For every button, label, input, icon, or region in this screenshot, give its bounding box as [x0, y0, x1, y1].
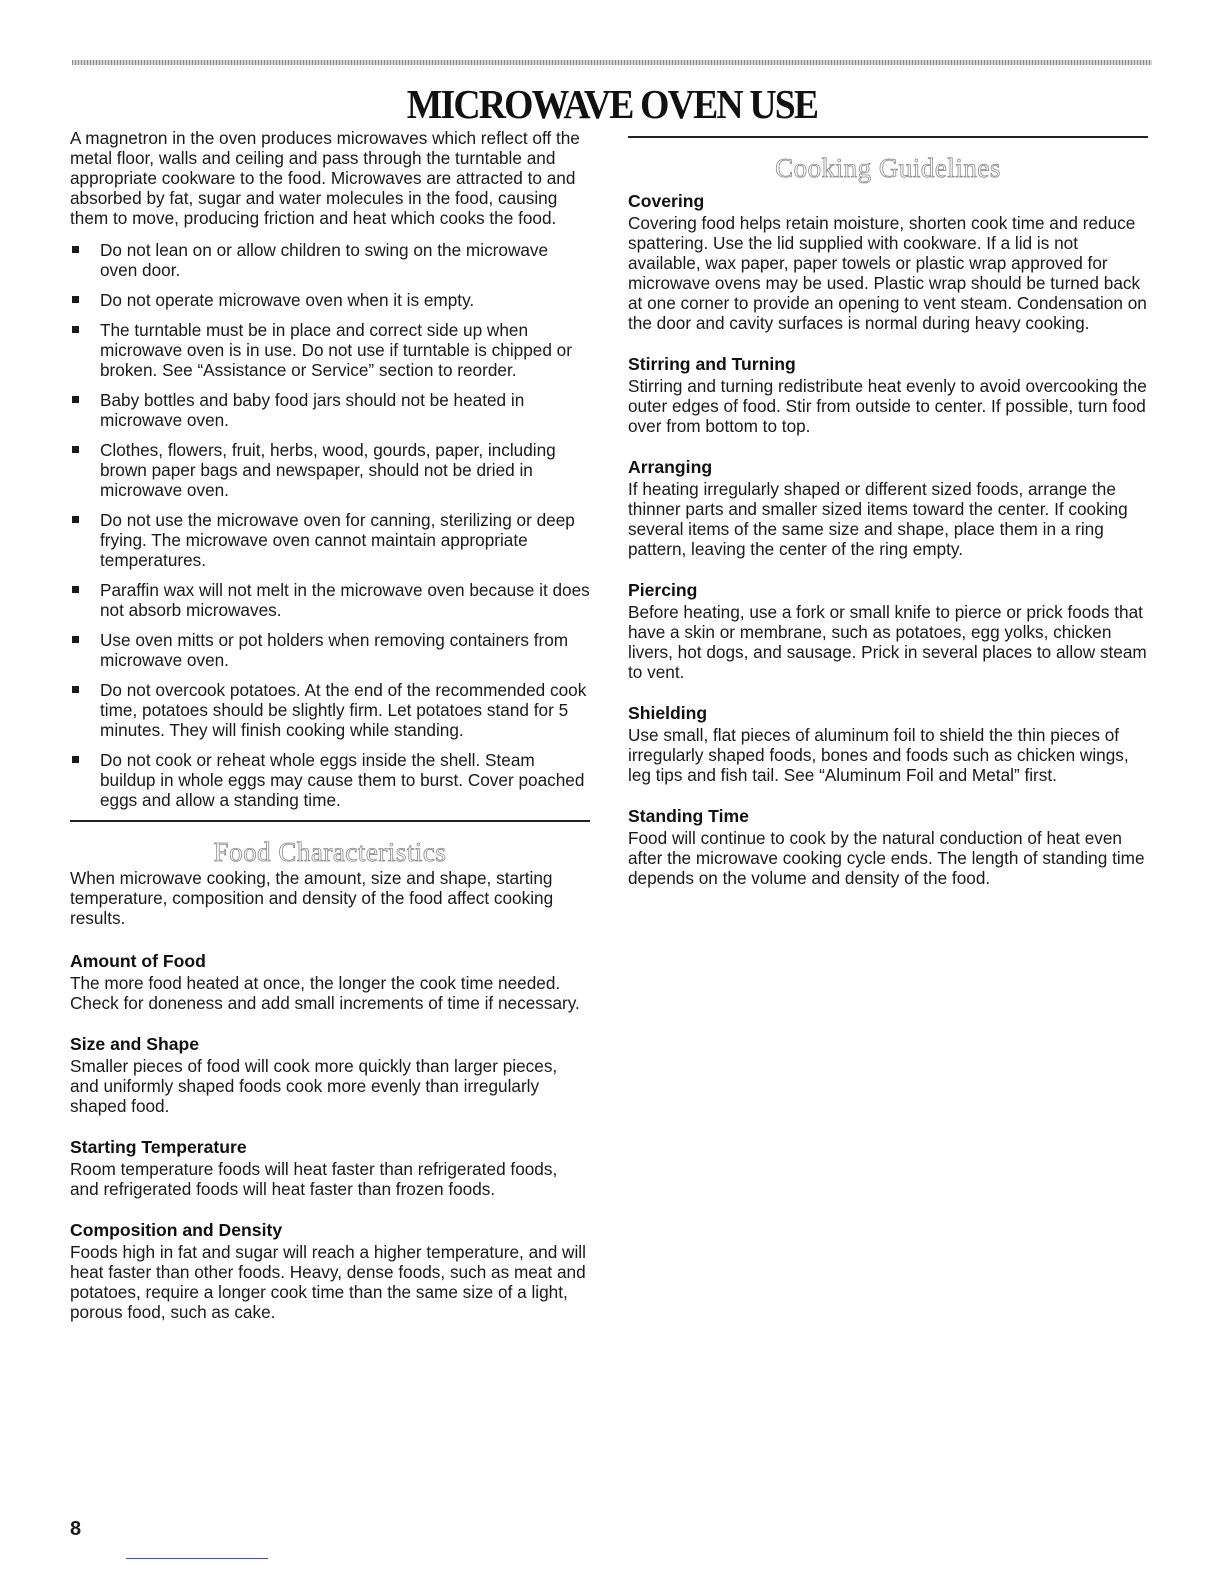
list-item: Do not operate microwave oven when it is empty.	[70, 290, 590, 310]
page-number: 8	[70, 1518, 82, 1540]
composition-and-density-section	[70, 1219, 590, 1322]
list-item: Do not cook or reheat whole eggs inside the shell. Steam buildup in whole eggs may cause them to burst. Cover poached eggs and allow a standing time.	[70, 750, 590, 810]
section-text: Use small, flat pieces of aluminum foil to shield the thin pieces of irregularly shaped foods, bones and foods such as chicken wings, leg tips and fish tail. See “Aluminum Foil and Metal” first.	[628, 725, 1129, 785]
section-subheading: Shielding	[628, 703, 708, 723]
right-column	[628, 136, 1148, 908]
top-decorative-rule	[72, 60, 1152, 65]
amount-of-food-section	[70, 950, 590, 1013]
section-subheading: Piercing	[628, 580, 698, 600]
food-intro-paragraph: When microwave cooking, the amount, size and shape, starting temperature, composition and density of the food affect cooking results.	[70, 868, 554, 928]
section-divider	[70, 820, 590, 822]
section-text: The more food heated at once, the longer the cook time needed. Check for doneness and add small increments of time if necessary.	[70, 973, 580, 1013]
section-divider	[628, 136, 1148, 138]
shielding-section	[628, 702, 1148, 785]
covering-section	[628, 190, 1148, 333]
section-text: Food will continue to cook by the natural conduction of heat even after the microwave cooking cycle ends. The length of standing time depends on the volume and density of the food.	[628, 828, 1145, 888]
list-item: Do not lean on or allow children to swing on the microwave oven door.	[70, 240, 590, 280]
section-text: Stirring and turning redistribute heat evenly to avoid overcooking the outer edges of food. Stir from outside to center. If possible, turn food over from bottom to top.	[628, 376, 1147, 436]
stirring-and-turning-section	[628, 353, 1148, 436]
size-and-shape-section	[70, 1033, 590, 1116]
starting-temperature-section	[70, 1136, 590, 1199]
square-bullet-icon	[72, 756, 79, 763]
section-text: Smaller pieces of food will cook more quickly than larger pieces, and uniformly shaped foods cook more evenly than irregularly shaped food.	[70, 1056, 558, 1116]
list-item: Baby bottles and baby food jars should not be heated in microwave oven.	[70, 390, 590, 430]
arranging-section	[628, 456, 1148, 559]
square-bullet-icon	[72, 446, 79, 453]
list-item: Paraffin wax will not melt in the microwave oven because it does not absorb microwaves.	[70, 580, 590, 620]
cooking-guidelines-heading: Cooking Guidelines	[775, 153, 1001, 183]
list-item: Do not use the microwave oven for canning, sterilizing or deep frying. The microwave oven cannot maintain appropriate temperatures.	[70, 510, 590, 570]
section-subheading: Stirring and Turning	[628, 354, 796, 374]
square-bullet-icon	[72, 686, 79, 693]
section-text: Room temperature foods will heat faster than refrigerated foods, and refrigerated foods will heat faster than frozen foods.	[70, 1159, 558, 1199]
section-subheading: Amount of Food	[70, 951, 206, 971]
section-subheading: Arranging	[628, 457, 713, 477]
list-item: The turntable must be in place and correct side up when microwave oven is in use. Do not use if turntable is chipped or broken. See “Assistance or Service” section to reorder.	[70, 320, 590, 380]
list-item: Clothes, flowers, fruit, herbs, wood, gourds, paper, including brown paper bags and newspaper, should not be dried in microwave oven.	[70, 440, 590, 500]
square-bullet-icon	[72, 246, 79, 253]
food-characteristics-heading: Food Characteristics	[213, 837, 447, 867]
list-item: Use oven mitts or pot holders when removing containers from microwave oven.	[70, 630, 590, 670]
square-bullet-icon	[72, 636, 79, 643]
piercing-section	[628, 579, 1148, 682]
list-item: Do not overcook potatoes. At the end of the recommended cook time, potatoes should be slightly firm. Let potatoes stand for 5 minutes. They will finish cooking while standing.	[70, 680, 590, 740]
safety-bullet-list	[70, 240, 590, 810]
section-text: Before heating, use a fork or small knife to pierce or prick foods that have a skin or membrane, such as potatoes, egg yolks, chicken livers, hot dogs, and sausage. Prick in several places to allow steam to vent.	[628, 602, 1147, 682]
section-text: If heating irregularly shaped or different sized foods, arrange the thinner parts and smaller sized items toward the center. If cooking several items of the same size and shape, place them in a ring pattern, leaving the center of the ring empty.	[628, 479, 1128, 559]
left-column	[70, 128, 590, 1342]
standing-time-section	[628, 805, 1148, 888]
section-subheading: Composition and Density	[70, 1220, 283, 1240]
square-bullet-icon	[72, 326, 79, 333]
square-bullet-icon	[72, 586, 79, 593]
page-title: MICROWAVE OVEN USE	[406, 81, 818, 127]
footer-line	[126, 1558, 268, 1559]
section-subheading: Size and Shape	[70, 1034, 200, 1054]
square-bullet-icon	[72, 396, 79, 403]
section-text: Foods high in fat and sugar will reach a higher temperature, and will heat faster than other foods. Heavy, dense foods, such as meat and potatoes, require a longer cook time than the same size of a light, porous food, such as cake.	[70, 1242, 586, 1322]
square-bullet-icon	[72, 516, 79, 523]
section-subheading: Covering	[628, 191, 705, 211]
intro-paragraph: A magnetron in the oven produces microwaves which reflect off the metal floor, walls and ceiling and pass through the turntable and appropriate cookware to the food. Microwaves are attracted to and absorbed by fat, sugar and water molecules in the food, causing them to move, producing friction and heat which cooks the food.	[70, 128, 580, 228]
section-subheading: Starting Temperature	[70, 1137, 247, 1157]
square-bullet-icon	[72, 296, 79, 303]
section-subheading: Standing Time	[628, 806, 749, 826]
section-text: Covering food helps retain moisture, shorten cook time and reduce spattering. Use the lid supplied with cookware. If a lid is not available, wax paper, paper towels or plastic wrap approved for microwave ovens may be used. Plastic wrap should be turned back at one corner to provide an opening to vent steam. Condensation on the door and cavity surfaces is normal during heavy cooking.	[628, 213, 1147, 333]
